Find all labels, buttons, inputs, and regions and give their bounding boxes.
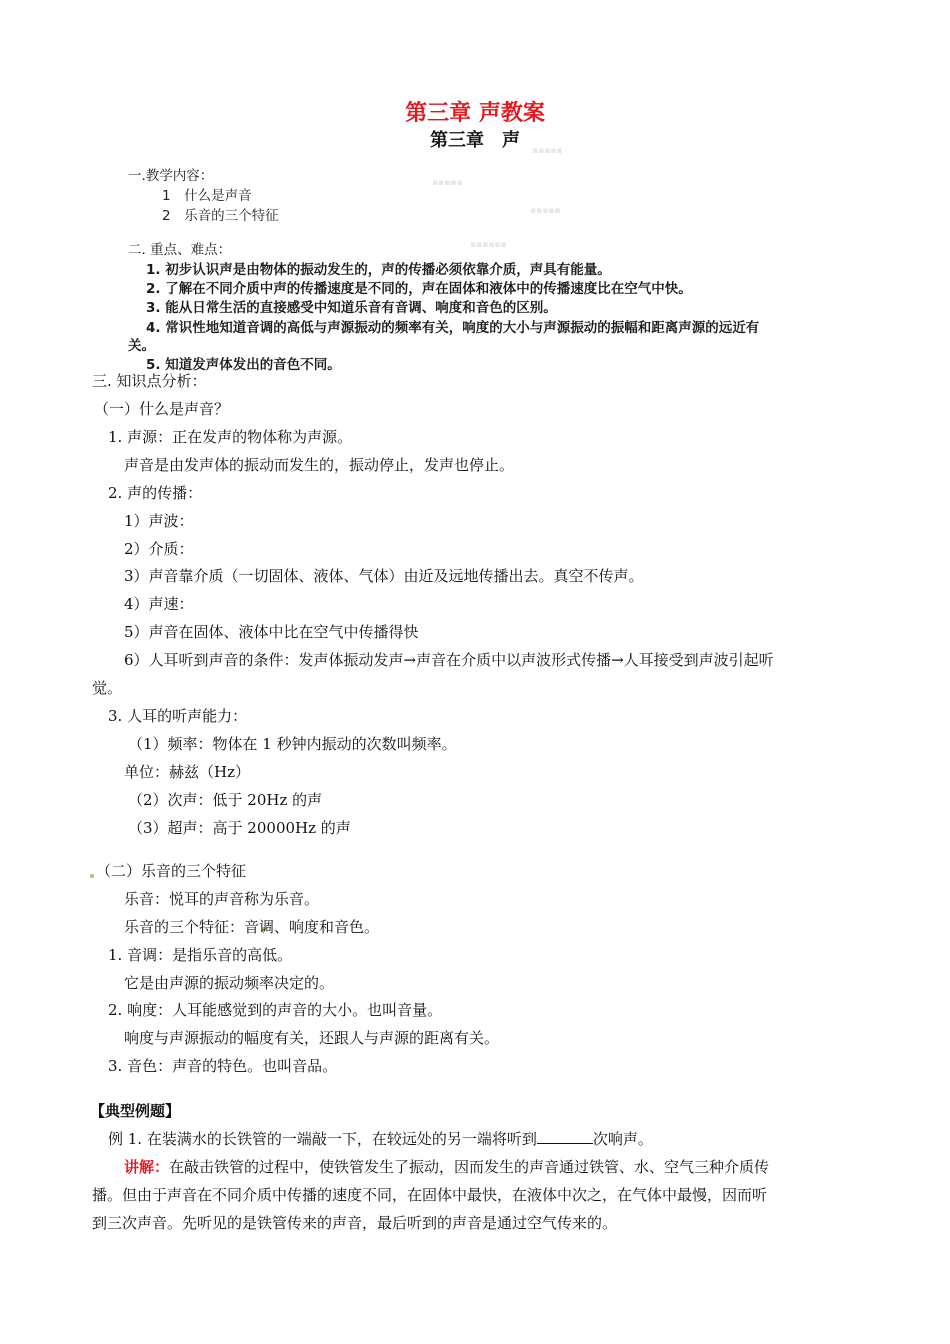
section-heading-typical-examples: 【典型例题】 [90, 1102, 181, 1120]
list-item-continued: 关。 [128, 338, 155, 354]
text-line: 4）声速： [124, 595, 194, 613]
explanation-line: 到三次声音。先听见的是铁管传来的声音，最后听到的声音是通过空气传来的。 [92, 1214, 618, 1232]
text-line: 3. 音色：声音的特色。也叫音品。 [108, 1057, 338, 1075]
text-line: 乐音的三个特征：音调、响度和音色。 [124, 918, 380, 936]
document-subtitle: 第三章 声 [430, 130, 520, 151]
list-item: 2 乐音的三个特征 [162, 208, 279, 224]
watermark-mark: ▪▪▪▪▪ [530, 206, 561, 216]
text-line: （1）频率：物体在 1 秒钟内振动的次数叫频率。 [128, 735, 457, 753]
text-line: 2. 声的传播： [108, 484, 203, 502]
text-line-continued: 觉。 [92, 679, 123, 697]
list-item: 1. 初步认识声是由物体的振动发生的，声的传播必须依靠介质，声具有能量。 [146, 262, 611, 278]
list-item: 3. 能从日常生活的直接感受中知道乐音有音调、响度和音色的区别。 [146, 300, 557, 316]
section-heading-key-points: 二. 重点、难点： [128, 242, 232, 258]
explanation-label: 讲解： [124, 1158, 170, 1176]
text-line: 乐音：悦耳的声音称为乐音。 [124, 890, 320, 908]
explanation-text: 在敲击铁管的过程中，使铁管发生了振动，因而发生的声音通过铁管、水、空气三种介质传 [169, 1158, 770, 1176]
example-question-1 [108, 1128, 653, 1149]
explanation-line: 播。但由于声音在不同介质中传播的速度不同，在固体中最快，在液体中次之，在气体中最慢，因而听 [92, 1186, 768, 1204]
text-line: 3）声音靠介质（一切固体、液体、气体）由近及远地传播出去。真空不传声。 [124, 567, 644, 585]
explanation-line [124, 1156, 769, 1177]
list-item: 5. 知道发声体发出的音色不同。 [146, 357, 341, 373]
example-question-text: 次响声。 [592, 1130, 653, 1148]
list-item: 4. 常识性地知道音调的高低与声源振动的频率有关，响度的大小与声源振动的振幅和距离声源的远近有 [146, 320, 760, 336]
list-item: 2. 了解在不同介质中声的传播速度是不同的，声在固体和液体中的传播速度比在空气中快。 [146, 281, 692, 297]
example-question-text: 例 1. 在装满水的长铁管的一端敲一下，在较远处的另一端将听到 [108, 1130, 537, 1148]
text-line: 声音是由发声体的振动而发生的，振动停止，发声也停止。 [124, 456, 515, 474]
subsection-heading-what-is-sound: （一）什么是声音？ [94, 400, 230, 418]
text-line: 2）介质： [124, 540, 194, 558]
text-line: 1）声波： [124, 512, 194, 530]
text-line: 5）声音在固体、液体中比在空气中传播得快 [124, 623, 419, 641]
document-title: 第三章 声教案 [405, 101, 545, 126]
watermark-mark: ▪▪▪▪▪ [432, 178, 463, 188]
text-line: 2. 响度：人耳能感觉到的声音的大小。也叫音量。 [108, 1001, 443, 1019]
text-line: （2）次声：低于 20Hz 的声 [128, 791, 323, 809]
text-line: 单位：赫兹（Hz） [124, 763, 250, 781]
text-line: 响度与声源振动的幅度有关，还跟人与声源的距离有关。 [124, 1029, 500, 1047]
subsection-heading-music-features: （二）乐音的三个特征 [96, 862, 247, 880]
stray-mark [90, 874, 94, 878]
watermark-mark: ▪▪▪▪▪▪ [470, 240, 507, 250]
text-line: 3. 人耳的听声能力： [108, 707, 248, 725]
text-line: （3）超声：高于 20000Hz 的声 [128, 819, 351, 837]
watermark-mark: ▪▪▪▪▪ [532, 146, 563, 156]
answer-blank [537, 1129, 593, 1144]
list-item: 1 什么是声音 [162, 188, 252, 204]
text-line: 它是由声源的振动频率决定的。 [124, 974, 335, 992]
section-heading-teaching-content: 一.教学内容： [128, 168, 214, 184]
section-heading-knowledge: 三. 知识点分析： [92, 372, 207, 390]
text-line: 1. 音调：是指乐音的高低。 [108, 946, 293, 964]
text-line: 1. 声源：正在发声的物体称为声源。 [108, 428, 353, 446]
text-line: 6）人耳听到声音的条件：发声体振动发声→声音在介质中以声波形式传播→人耳接受到声波引起听 [124, 651, 774, 669]
